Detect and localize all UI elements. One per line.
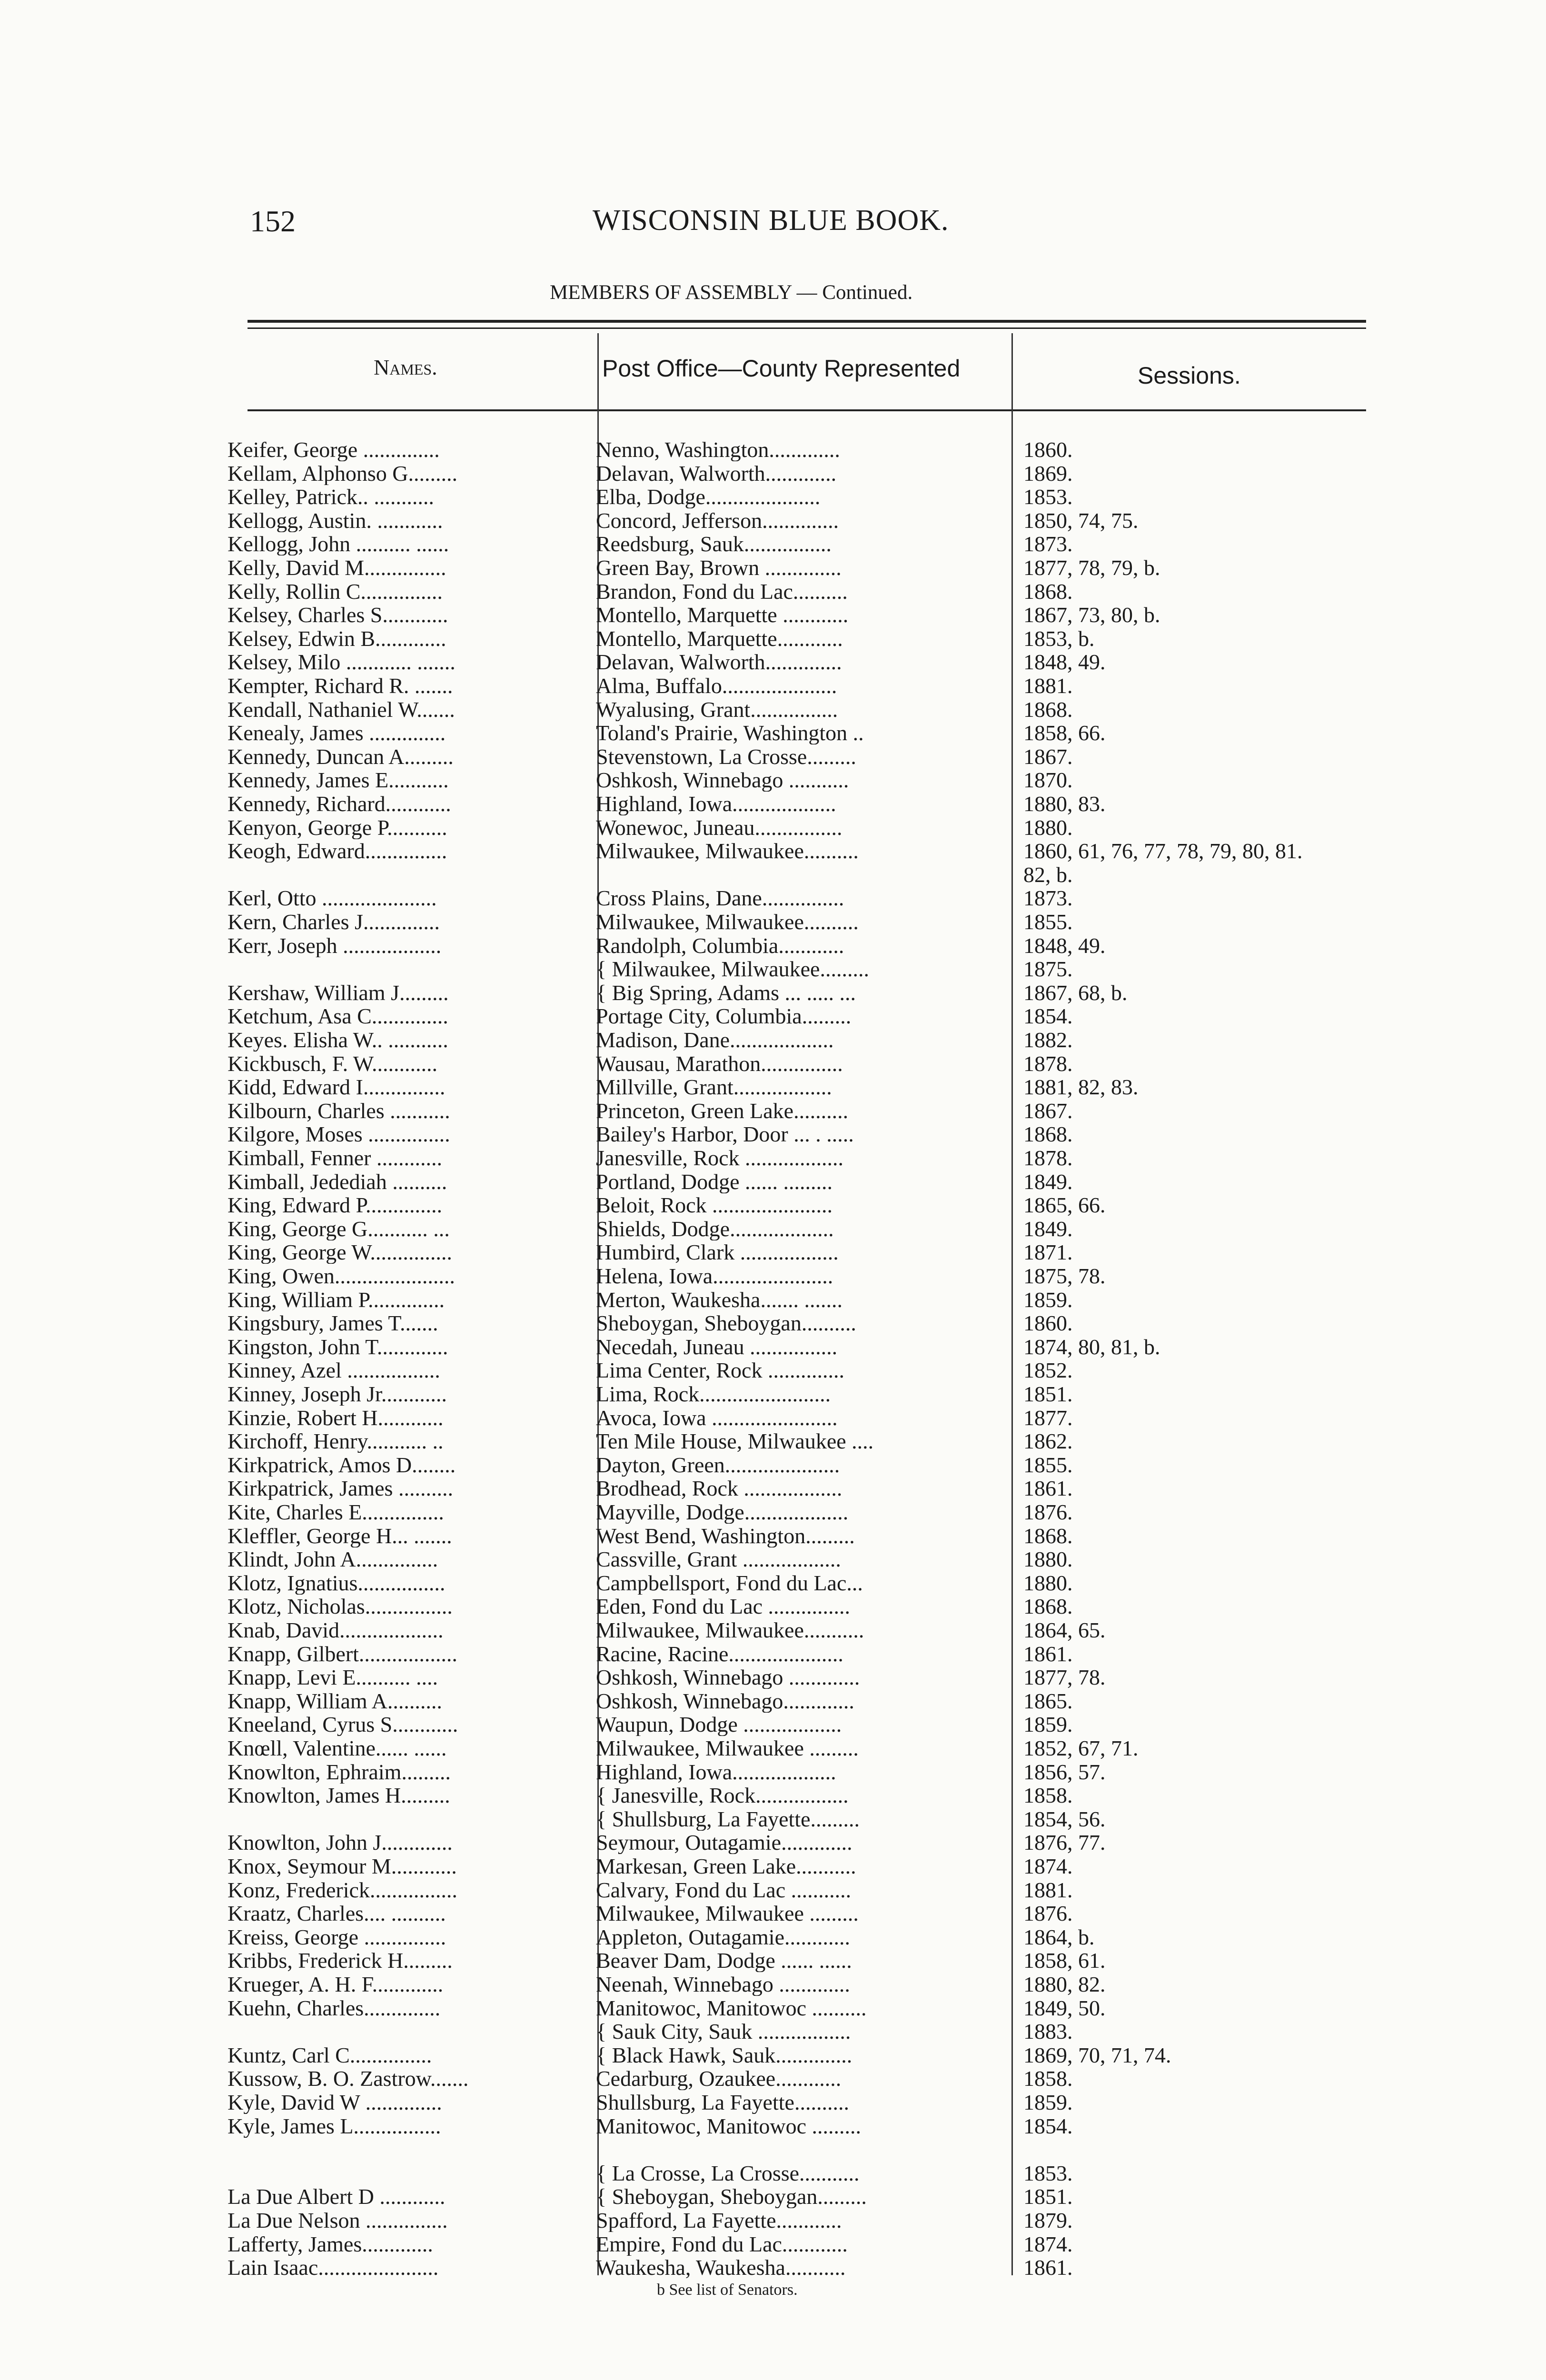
member-name: Kinney, Joseph Jr............ (228, 1382, 447, 1406)
sessions: 1881. (1023, 674, 1073, 697)
sessions: 1873. (1023, 532, 1073, 556)
member-name: Knapp, William A.......... (228, 1689, 442, 1713)
sessions: 1851. (1023, 2185, 1073, 2209)
sessions: 1864, b. (1023, 1925, 1095, 1949)
post-office-county: Reedsburg, Sauk................ (596, 532, 832, 556)
sessions: 1855. (1023, 1453, 1073, 1477)
post-office-county: Lima, Rock........................ (596, 1382, 831, 1406)
member-name: Kelly, Rollin C............... (228, 579, 443, 603)
post-office-county: Calvary, Fond du Lac ........... (596, 1878, 852, 1902)
sessions: 1867, 68, b. (1023, 981, 1128, 1004)
member-name: Kraatz, Charles.... .......... (228, 1902, 446, 1925)
sessions: 1881, 82, 83. (1023, 1075, 1139, 1099)
column-header-sessions: Sessions. (1138, 362, 1241, 389)
sessions: 1878. (1023, 1146, 1073, 1170)
post-office-county: Brandon, Fond du Lac.......... (596, 579, 848, 603)
member-name: Klindt, John A............... (228, 1547, 438, 1571)
post-office-county: Wausau, Marathon............... (596, 1051, 843, 1075)
sessions: 1880, 83. (1023, 792, 1106, 815)
member-name: La Due Nelson ............... (228, 2209, 448, 2232)
member-name: Keifer, George .............. (228, 438, 440, 461)
member-name: Kribbs, Frederick H......... (228, 1949, 453, 1973)
member-name: Kinzie, Robert H............ (228, 1406, 444, 1429)
member-name: Kickbusch, F. W............ (228, 1051, 437, 1075)
post-office-county: Milwaukee, Milwaukee.......... (596, 910, 859, 933)
post-office-county: Randolph, Columbia............ (596, 933, 844, 957)
sessions: 1849, 50. (1023, 1996, 1106, 2020)
sessions: 1870. (1023, 768, 1073, 792)
member-name: Kuntz, Carl C............... (228, 2043, 432, 2067)
sessions: 1860. (1023, 438, 1073, 461)
member-name: Knowlton, Ephraim......... (228, 1760, 451, 1784)
post-office-county: { Janesville, Rock................. (596, 1784, 849, 1807)
post-office-county: Appleton, Outagamie............ (596, 1925, 851, 1949)
sessions: 1883. (1023, 2020, 1073, 2043)
sessions: 1860, 61, 76, 77, 78, 79, 80, 81. (1023, 839, 1303, 863)
sessions: 1868. (1023, 1595, 1073, 1618)
post-office-county: Necedah, Juneau ................ (596, 1335, 838, 1359)
sessions: 1878. (1023, 1051, 1073, 1075)
post-office-county: { Milwaukee, Milwaukee......... (596, 957, 869, 981)
sessions: 1877. (1023, 1406, 1073, 1429)
member-name: Konz, Frederick................ (228, 1878, 457, 1902)
post-office-county: { Big Spring, Adams ... ..... ... (596, 981, 856, 1004)
member-name: Kirchoff, Henry........... .. (228, 1429, 444, 1453)
sessions: 1859. (1023, 1288, 1073, 1311)
member-name: Kirkpatrick, James .......... (228, 1477, 453, 1500)
post-office-county: Oshkosh, Winnebago ........... (596, 768, 849, 792)
member-name: Keogh, Edward............... (228, 839, 447, 863)
column-header-names: Names. (374, 355, 437, 379)
sessions: 1880, 82. (1023, 1973, 1106, 1996)
member-name: Kenyon, George P........... (228, 815, 447, 839)
sessions: 1861. (1023, 2256, 1073, 2280)
sessions: 1868. (1023, 1524, 1073, 1547)
sessions: 1867. (1023, 1099, 1073, 1122)
member-name: Klotz, Ignatius................ (228, 1571, 446, 1595)
post-office-county: Milwaukee, Milwaukee........... (596, 1618, 864, 1642)
member-name: Kuehn, Charles.............. (228, 1996, 441, 2020)
post-office-county: Elba, Dodge..................... (596, 485, 821, 509)
post-office-county: Beloit, Rock ...................... (596, 1193, 833, 1217)
post-office-county: Avoca, Iowa ....................... (596, 1406, 838, 1429)
sessions: 1854. (1023, 2114, 1073, 2138)
sessions: 1874. (1023, 1854, 1073, 1878)
sessions: 1860. (1023, 1311, 1073, 1335)
member-name: Kidd, Edward I............... (228, 1075, 446, 1099)
post-office-county: Cedarburg, Ozaukee............ (596, 2067, 842, 2091)
sessions: 1868. (1023, 1122, 1073, 1146)
sessions: 1874, 80, 81, b. (1023, 1335, 1160, 1359)
sessions: 1862. (1023, 1429, 1073, 1453)
post-office-county: Green Bay, Brown .............. (596, 556, 842, 579)
sessions: 1875. (1023, 957, 1073, 981)
sessions: 1858. (1023, 2067, 1073, 2091)
post-office-county: Nenno, Washington............. (596, 438, 840, 461)
sessions: 1880. (1023, 1547, 1073, 1571)
post-office-county: Spafford, La Fayette............ (596, 2209, 842, 2232)
post-office-county: Shields, Dodge................... (596, 1217, 834, 1240)
post-office-county: Oshkosh, Winnebago............. (596, 1689, 854, 1713)
sessions: 1853. (1023, 2161, 1073, 2185)
post-office-county: Wyalusing, Grant................ (596, 697, 838, 721)
post-office-county: Bailey's Harbor, Door ... . ..... (596, 1122, 854, 1146)
member-name: King, Edward P.............. (228, 1193, 443, 1217)
sessions: 1880. (1023, 815, 1073, 839)
post-office-county: Princeton, Green Lake.......... (596, 1099, 849, 1122)
member-name: Knox, Seymour M............ (228, 1854, 457, 1878)
sessions: 1854. (1023, 1004, 1073, 1028)
sessions: 1868. (1023, 697, 1073, 721)
member-name: Knowlton, John J............. (228, 1831, 453, 1854)
top-double-rule-inner (248, 327, 1366, 329)
post-office-county: Montello, Marquette ............ (596, 603, 849, 627)
post-office-county: Brodhead, Rock .................. (596, 1477, 842, 1500)
sessions: 1859. (1023, 1713, 1073, 1736)
post-office-county: Montello, Marquette............ (596, 626, 843, 650)
sessions: 1855. (1023, 910, 1073, 933)
member-name: Krueger, A. H. F............. (228, 1973, 444, 1996)
sessions: 1865. (1023, 1689, 1073, 1713)
member-name: Kite, Charles E............... (228, 1500, 444, 1524)
post-office-county: Cross Plains, Dane............... (596, 886, 844, 910)
sessions: 1868. (1023, 579, 1073, 603)
sessions: 1871. (1023, 1240, 1073, 1264)
sessions: 1849. (1023, 1170, 1073, 1193)
member-name: Kimball, Fenner ............ (228, 1146, 442, 1170)
sessions: 1879. (1023, 2209, 1073, 2232)
post-office-county: Alma, Buffalo..................... (596, 674, 837, 697)
post-office-county: { Sheboygan, Sheboygan......... (596, 2185, 867, 2209)
sessions: 82, b. (1023, 863, 1073, 886)
post-office-county: Concord, Jefferson.............. (596, 508, 839, 532)
sessions: 1858. (1023, 1784, 1073, 1807)
member-name: Kern, Charles J.............. (228, 910, 440, 933)
member-name: Kilbourn, Charles ........... (228, 1099, 450, 1122)
post-office-county: Shullsburg, La Fayette.......... (596, 2091, 849, 2114)
member-name: Kimball, Jedediah .......... (228, 1170, 447, 1193)
post-office-county: Delavan, Walworth............. (596, 461, 837, 485)
member-name: La Due Albert D ............ (228, 2185, 446, 2209)
post-office-county: Humbird, Clark .................. (596, 1240, 839, 1264)
running-title: WISCONSIN BLUE BOOK. (593, 204, 949, 237)
header-rule (248, 409, 1366, 411)
sessions: 1877, 78. (1023, 1666, 1106, 1689)
post-office-county: West Bend, Washington......... (596, 1524, 855, 1547)
column-separator-post (1011, 333, 1013, 2275)
member-name: Kilgore, Moses ............... (228, 1122, 450, 1146)
sessions: 1848, 49. (1023, 650, 1106, 674)
member-name: Kennedy, Duncan A......... (228, 744, 454, 768)
post-office-county: Lima Center, Rock .............. (596, 1359, 844, 1382)
member-name: Kelsey, Milo ............ ....... (228, 650, 456, 674)
post-office-county: Highland, Iowa................... (596, 792, 836, 815)
member-name: Kerl, Otto ..................... (228, 886, 437, 910)
sessions: 1848, 49. (1023, 933, 1106, 957)
member-name: Knapp, Gilbert.................. (228, 1642, 457, 1666)
post-office-county: Highland, Iowa................... (596, 1760, 836, 1784)
member-name: Kingsbury, James T....... (228, 1311, 438, 1335)
member-name: Lain Isaac...................... (228, 2256, 439, 2280)
sessions: 1856, 57. (1023, 1760, 1106, 1784)
member-name: Knapp, Levi E.......... .... (228, 1666, 438, 1689)
sessions: 1869. (1023, 461, 1073, 485)
post-office-county: Campbellsport, Fond du Lac... (596, 1571, 863, 1595)
post-office-county: Manitowoc, Manitowoc ......... (596, 2114, 862, 2138)
post-office-county: Toland's Prairie, Washington .. (596, 721, 864, 745)
sessions: 1874. (1023, 2232, 1073, 2256)
member-name: King, George W............... (228, 1240, 452, 1264)
member-name: Kingston, John T............. (228, 1335, 448, 1359)
member-name: Keyes. Elisha W.. ........... (228, 1028, 448, 1051)
sessions: 1861. (1023, 1477, 1073, 1500)
post-office-county: Dayton, Green..................... (596, 1453, 840, 1477)
sessions: 1880. (1023, 1571, 1073, 1595)
post-office-county: Millville, Grant.................. (596, 1075, 832, 1099)
post-office-county: Waukesha, Waukesha........... (596, 2256, 846, 2280)
post-office-county: Milwaukee, Milwaukee ......... (596, 1736, 859, 1760)
post-office-county: Mayville, Dodge................... (596, 1500, 849, 1524)
post-office-county: Racine, Racine..................... (596, 1642, 843, 1666)
post-office-county: { Sauk City, Sauk ................. (596, 2020, 851, 2043)
post-office-county: { Black Hawk, Sauk.............. (596, 2043, 852, 2067)
member-name: Kelsey, Edwin B............. (228, 626, 446, 650)
sessions: 1849. (1023, 1217, 1073, 1240)
member-name: Kreiss, George ............... (228, 1925, 446, 1949)
member-name: Kneeland, Cyrus S............ (228, 1713, 458, 1736)
post-office-county: Helena, Iowa...................... (596, 1264, 833, 1288)
sessions: 1853. (1023, 485, 1073, 509)
post-office-county: Janesville, Rock .................. (596, 1146, 843, 1170)
member-name: Kellogg, John .......... ...... (228, 532, 449, 556)
sessions: 1875, 78. (1023, 1264, 1106, 1288)
sessions: 1861. (1023, 1642, 1073, 1666)
post-office-county: Portland, Dodge ...... ......... (596, 1170, 833, 1193)
member-name: Knowlton, James H......... (228, 1784, 450, 1807)
sessions: 1865, 66. (1023, 1193, 1106, 1217)
member-name: Kershaw, William J......... (228, 981, 449, 1004)
member-name: Kleffler, George H... ....... (228, 1524, 452, 1547)
sessions: 1881. (1023, 1878, 1073, 1902)
member-name: Kerr, Joseph .................. (228, 933, 442, 957)
post-office-county: Milwaukee, Milwaukee ......... (596, 1902, 859, 1925)
sessions: 1869, 70, 71, 74. (1023, 2043, 1171, 2067)
member-name: Klotz, Nicholas................ (228, 1595, 453, 1618)
post-office-county: Eden, Fond du Lac ............... (596, 1595, 851, 1618)
sessions: 1852. (1023, 1359, 1073, 1382)
post-office-county: Wonewoc, Juneau................ (596, 815, 842, 839)
member-name: Kenealy, James .............. (228, 721, 446, 745)
member-name: Kelsey, Charles S............ (228, 603, 448, 627)
member-name: Kennedy, Richard............ (228, 792, 451, 815)
post-office-county: Delavan, Walworth.............. (596, 650, 842, 674)
member-name: Kyle, David W .............. (228, 2091, 442, 2114)
member-name: King, Owen...................... (228, 1264, 455, 1288)
member-name: Kyle, James L................ (228, 2114, 441, 2138)
member-name: Knœll, Valentine...... ...... (228, 1736, 447, 1760)
sessions: 1853, b. (1023, 626, 1095, 650)
post-office-county: Seymour, Outagamie............. (596, 1831, 852, 1854)
post-office-county: { La Crosse, La Crosse........... (596, 2161, 860, 2185)
member-name: Kussow, B. O. Zastrow....... (228, 2067, 469, 2091)
sessions: 1851. (1023, 1382, 1073, 1406)
member-name: Kinney, Azel ................. (228, 1359, 440, 1382)
sessions: 1876. (1023, 1500, 1073, 1524)
post-office-county: Waupun, Dodge .................. (596, 1713, 842, 1736)
post-office-county: Beaver Dam, Dodge ...... ...... (596, 1949, 852, 1973)
footnote: b See list of Senators. (657, 2281, 798, 2299)
post-office-county: Ten Mile House, Milwaukee .... (596, 1429, 874, 1453)
member-name: King, William P.............. (228, 1288, 445, 1311)
post-office-county: Neenah, Winnebago ............. (596, 1973, 850, 1996)
sessions: 1867. (1023, 744, 1073, 768)
member-name: Kelly, David M............... (228, 556, 446, 579)
member-name: Kellam, Alphonso G......... (228, 461, 457, 485)
member-name: Kennedy, James E........... (228, 768, 449, 792)
post-office-county: Manitowoc, Manitowoc .......... (596, 1996, 867, 2020)
table-caption: MEMBERS OF ASSEMBLY — Continued. (550, 281, 913, 304)
member-name: Knab, David................... (228, 1618, 444, 1642)
post-office-county: Madison, Dane................... (596, 1028, 834, 1051)
post-office-county: Portage City, Columbia......... (596, 1004, 852, 1028)
sessions: 1882. (1023, 1028, 1073, 1051)
sessions: 1867, 73, 80, b. (1023, 603, 1160, 627)
sessions: 1864, 65. (1023, 1618, 1106, 1642)
sessions: 1876. (1023, 1902, 1073, 1925)
page-number: 152 (250, 204, 296, 238)
top-double-rule (248, 320, 1366, 323)
post-office-county: Stevenstown, La Crosse......... (596, 744, 856, 768)
sessions: 1873. (1023, 886, 1073, 910)
post-office-county: Empire, Fond du Lac............ (596, 2232, 848, 2256)
sessions: 1858, 66. (1023, 721, 1106, 745)
member-name: Kendall, Nathaniel W....... (228, 697, 455, 721)
sessions: 1850, 74, 75. (1023, 508, 1139, 532)
post-office-county: Cassville, Grant .................. (596, 1547, 841, 1571)
member-name: Ketchum, Asa C.............. (228, 1004, 448, 1028)
member-name: Kellogg, Austin. ............ (228, 508, 443, 532)
sessions: 1854, 56. (1023, 1807, 1106, 1831)
member-name: Kelley, Patrick.. ........... (228, 485, 434, 509)
member-name: Kempter, Richard R. ....... (228, 674, 453, 697)
sessions: 1859. (1023, 2091, 1073, 2114)
post-office-county: Merton, Waukesha....... ....... (596, 1288, 842, 1311)
member-name: Kirkpatrick, Amos D........ (228, 1453, 456, 1477)
sessions: 1858, 61. (1023, 1949, 1106, 1973)
post-office-county: { Shullsburg, La Fayette......... (596, 1807, 860, 1831)
column-header-post-office: Post Office—County Represented (602, 355, 961, 382)
sessions: 1877, 78, 79, b. (1023, 556, 1160, 579)
member-name: King, George G........... ... (228, 1217, 450, 1240)
post-office-county: Oshkosh, Winnebago ............. (596, 1666, 860, 1689)
member-name: Lafferty, James............. (228, 2232, 433, 2256)
sessions: 1876, 77. (1023, 1831, 1106, 1854)
post-office-county: Milwaukee, Milwaukee.......... (596, 839, 859, 863)
sessions: 1852, 67, 71. (1023, 1736, 1139, 1760)
post-office-county: Sheboygan, Sheboygan.......... (596, 1311, 856, 1335)
post-office-county: Markesan, Green Lake........... (596, 1854, 856, 1878)
